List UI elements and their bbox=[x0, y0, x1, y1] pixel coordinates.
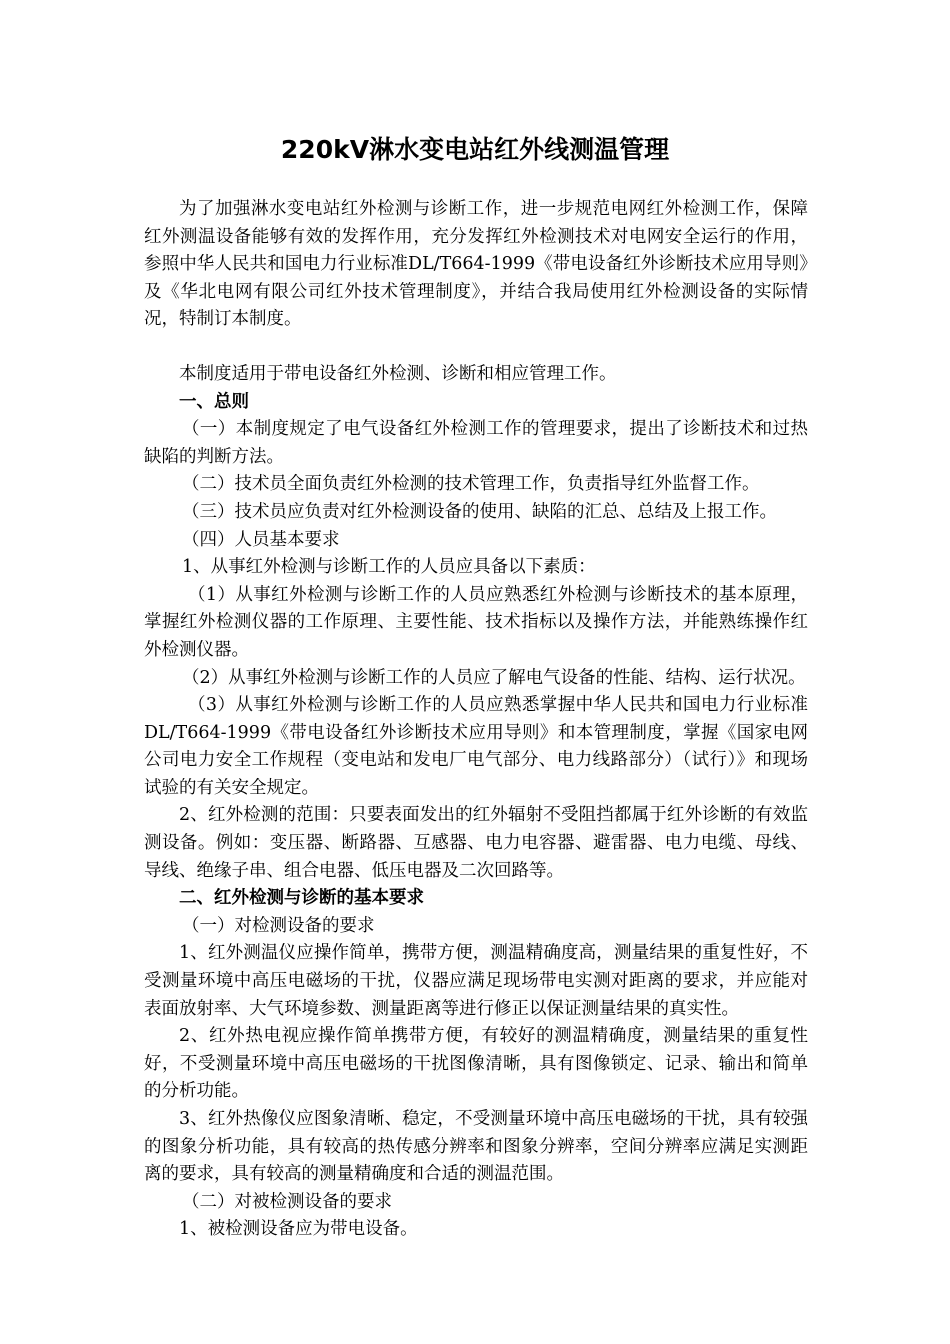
paragraph: 2、红外热电视应操作简单携带方便，有较好的测温精确度，测量结果的重复性好，不受测量环境中高压电磁场的干扰图像清晰，具有图像锁定、记录、输出和简单的分析功能。 bbox=[144, 1026, 808, 1102]
paragraph: （二）对被检测设备的要求 bbox=[182, 1191, 392, 1212]
paragraph: （四）人员基本要求 bbox=[182, 529, 340, 550]
section-heading-requirements: 二、红外检测与诊断的基本要求 bbox=[179, 888, 424, 909]
paragraph: （一）对检测设备的要求 bbox=[182, 915, 375, 936]
paragraph: 1、红外测温仪应操作简单，携带方便，测温精确度高，测量结果的重复性好，不受测量环境中高压电磁场的干扰，仪器应满足现场带电实测对距离的要求，并应能对表面放射率、大气环境参数、测量距离等进行修正以保证测量结果的真实性。 bbox=[144, 943, 808, 1019]
paragraph: 1、被检测设备应为带电设备。 bbox=[179, 1219, 418, 1240]
paragraph-gap bbox=[144, 334, 808, 361]
document-title: 220kV淋水变电站红外线测温管理 bbox=[280, 135, 670, 164]
paragraph: 3、红外热像仪应图象清晰、稳定，不受测量环境中高压电磁场的干扰，具有较强的图象分析功能，具有较高的热传感分辨率和图象分辨率，空间分辨率应满足实测距离的要求，具有较高的测量精确度和合适的测温范围。 bbox=[144, 1109, 808, 1185]
paragraph: （1）从事红外检测与诊断工作的人员应熟悉红外检测与诊断技术的基本原理，掌握红外检测仪器的工作原理、主要性能、技术指标以及操作方法，并能熟练操作红外检测仪器。 bbox=[144, 584, 808, 660]
intro-paragraph: 为了加强淋水变电站红外检测与诊断工作，进一步规范电网红外检测工作，保障红外测温设备能够有效的发挥作用，充分发挥红外检测技术对电网安全运行的作用，参照中华人民共和国电力行业标准DL/T664-1999《带电设备红外诊断技术应用导则》及《华北电网有限公司红外技术管理制度》，并结合我局使用红外检测设备的实际情况，特制订本制度。 bbox=[144, 199, 808, 330]
paragraph: （2）从事红外检测与诊断工作的人员应了解电气设备的性能、结构、运行状况。 bbox=[182, 667, 806, 688]
section-heading-general: 一、总则 bbox=[179, 391, 249, 412]
paragraph: （二）技术员全面负责红外检测的技术管理工作，负责指导红外监督工作。 bbox=[182, 474, 760, 495]
scope-paragraph: 本制度适用于带电设备红外检测、诊断和相应管理工作。 bbox=[179, 363, 617, 384]
paragraph: 1、从事红外检测与诊断工作的人员应具备以下素质： bbox=[182, 557, 596, 578]
paragraph: （一）本制度规定了电气设备红外检测工作的管理要求，提出了诊断技术和过热缺陷的判断方法。 bbox=[144, 419, 808, 467]
paragraph: 2、红外检测的范围：只要表面发出的红外辐射不受阻挡都属于红外诊断的有效监测设备。例如：变压器、断路器、互感器、电力电容器、避雷器、电力电缆、母线、导线、绝缘子串、组合电器、低压电器及二次回路等。 bbox=[144, 805, 808, 881]
paragraph: （3）从事红外检测与诊断工作的人员应熟悉掌握中华人民共和国电力行业标准DL/T664-1999《带电设备红外诊断技术应用导则》和本管理制度，掌握《国家电网公司电力安全工作规程（变电站和发电厂电气部分、电力线路部分）（试行）》和现场试验的有关安全规定。 bbox=[144, 695, 808, 798]
paragraph: （三）技术员应负责对红外检测设备的使用、缺陷的汇总、总结及上报工作。 bbox=[182, 501, 777, 522]
document-body bbox=[144, 196, 808, 1244]
